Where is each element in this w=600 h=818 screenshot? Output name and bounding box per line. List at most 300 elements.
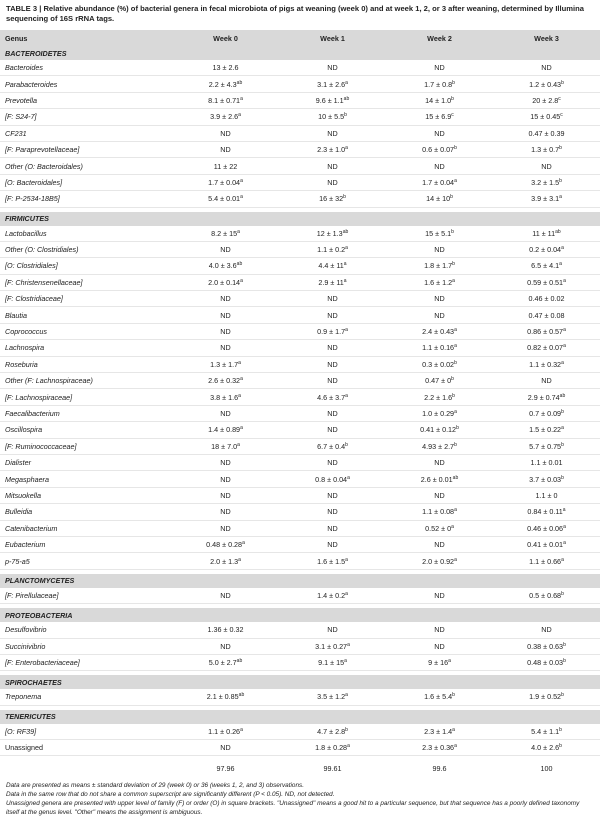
cell-value: 3.1 ± 0.27 — [315, 641, 348, 651]
cell-value: 2.0 ± 0.14 — [208, 277, 241, 287]
cell-value: 2.6 ± 0.32 — [208, 376, 241, 386]
section-heading: PROTEOBACTERIA — [0, 608, 600, 622]
value-cell — [172, 291, 279, 307]
significance-superscript: b — [561, 441, 564, 448]
value-cell — [279, 422, 386, 438]
cell-value: 4.0 ± 3.6 — [208, 261, 237, 271]
significance-superscript: a — [563, 540, 566, 547]
cell-value: 3.1 ± 2.6 — [317, 79, 346, 89]
value-cell — [279, 405, 386, 421]
genus-cell: Treponema — [0, 689, 172, 705]
table-row — [0, 174, 600, 190]
significance-superscript: b — [343, 194, 346, 201]
significance-superscript: a — [454, 556, 457, 563]
cell-value: 4.93 ± 2.7 — [422, 441, 455, 451]
significance-superscript: a — [347, 743, 350, 750]
cell-value: 15 ± 6.9 — [425, 112, 452, 122]
significance-superscript: a — [240, 277, 243, 284]
significance-superscript: b — [452, 392, 455, 399]
value-cell — [279, 689, 386, 705]
value-cell — [386, 76, 493, 92]
genus-cell: [O: Clostridiales] — [0, 258, 172, 274]
value-cell — [493, 323, 600, 339]
significance-superscript: ab — [236, 79, 243, 86]
value-cell — [493, 454, 600, 470]
genus-cell: [F: Christensenellaceae] — [0, 274, 172, 290]
section-row — [0, 608, 600, 622]
cell-value: 0.5 ± 0.68 — [529, 590, 562, 600]
value-cell — [493, 291, 600, 307]
cell-value: 12 ± 1.3 — [316, 228, 343, 238]
value-cell — [172, 422, 279, 438]
significance-superscript: a — [345, 245, 348, 252]
table-row — [0, 373, 600, 389]
table-row — [0, 454, 600, 470]
cell-value: ND — [220, 145, 231, 155]
value-cell — [172, 323, 279, 339]
significance-superscript: a — [240, 376, 243, 383]
totals-row — [0, 760, 600, 776]
value-cell — [172, 588, 279, 604]
cell-value: 1.1 ± 0.16 — [422, 343, 455, 353]
value-cell — [386, 520, 493, 536]
genus-cell: Faecalibacterium — [0, 405, 172, 421]
cell-value: 8.1 ± 0.71 — [208, 95, 241, 105]
value-cell — [386, 191, 493, 207]
value-cell — [279, 438, 386, 454]
genus-cell: CF231 — [0, 125, 172, 141]
cell-value: 2.4 ± 0.43 — [422, 327, 455, 337]
cell-value: ND — [220, 590, 231, 600]
significance-superscript: b — [561, 79, 564, 86]
table-row — [0, 307, 600, 323]
value-cell — [172, 158, 279, 174]
cell-value: 0.6 ± 0.07 — [422, 145, 455, 155]
value-cell — [279, 588, 386, 604]
value-cell — [172, 373, 279, 389]
genus-cell: [F: S24-7] — [0, 109, 172, 125]
table-body — [0, 46, 600, 776]
value-cell — [493, 422, 600, 438]
value-cell — [386, 588, 493, 604]
cell-value: ND — [327, 507, 338, 517]
value-cell — [279, 92, 386, 108]
table-row — [0, 724, 600, 740]
significance-superscript: a — [345, 692, 348, 699]
cell-value: 1.3 ± 0.7 — [531, 145, 560, 155]
value-cell — [279, 60, 386, 76]
cell-value: ND — [541, 161, 552, 171]
value-cell — [172, 438, 279, 454]
value-cell — [386, 504, 493, 520]
significance-superscript: b — [561, 474, 564, 481]
cell-value: 0.41 ± 0.01 — [527, 540, 564, 550]
value-cell — [172, 740, 279, 756]
cell-value: ND — [327, 359, 338, 369]
cell-value: 15 ± 5.1 — [425, 228, 452, 238]
significance-superscript: a — [563, 523, 566, 530]
cell-value: 1.7 ± 0.04 — [208, 177, 241, 187]
significance-superscript: a — [345, 145, 348, 152]
value-cell — [172, 689, 279, 705]
cell-value: 2.0 ± 0.92 — [422, 556, 455, 566]
cell-value: 3.8 ± 1.6 — [210, 392, 239, 402]
cell-value: 1.36 ± 0.32 — [207, 625, 244, 635]
table-row — [0, 241, 600, 257]
cell-value: 1.6 ± 1.5 — [317, 556, 346, 566]
significance-superscript: ab — [236, 658, 243, 665]
cell-value: ND — [327, 310, 338, 320]
cell-value: 14 ± 1.0 — [425, 95, 452, 105]
cell-value: ND — [327, 490, 338, 500]
value-cell — [279, 274, 386, 290]
value-cell — [172, 307, 279, 323]
significance-superscript: b — [561, 590, 564, 597]
significance-superscript: a — [562, 507, 566, 514]
value-cell — [172, 174, 279, 190]
cell-value: ND — [541, 625, 552, 635]
value-cell — [279, 471, 386, 487]
table-row — [0, 191, 600, 207]
genus-cell: Coprococcus — [0, 323, 172, 339]
significance-superscript: a — [345, 392, 348, 399]
value-cell — [493, 471, 600, 487]
value-cell — [493, 356, 600, 372]
value-cell — [386, 389, 493, 405]
table-footnotes — [0, 776, 600, 817]
cell-value: 1.8 ± 0.28 — [315, 743, 348, 753]
significance-superscript: a — [345, 79, 348, 86]
cell-value: 14 ± 10 — [426, 194, 451, 204]
cell-value: 3.9 ± 2.6 — [210, 112, 239, 122]
significance-superscript: b — [345, 726, 348, 733]
cell-value: ND — [220, 743, 231, 753]
cell-value: 13 ± 2.6 — [212, 63, 239, 73]
cell-value: 0.47 ± 0.39 — [528, 128, 565, 138]
significance-superscript: b — [451, 95, 454, 102]
cell-value: ND — [220, 474, 231, 484]
cell-value: ND — [327, 523, 338, 533]
value-cell — [386, 438, 493, 454]
cell-value: 11 ± 11 — [532, 228, 556, 238]
value-cell — [493, 654, 600, 670]
value-cell — [493, 109, 600, 125]
cell-value: 1.1 ± 0.32 — [529, 359, 562, 369]
significance-superscript: a — [454, 327, 457, 334]
value-cell — [279, 125, 386, 141]
footnote: Data are presented as means ± standard deviation of 29 (week 0) or 36 (weeks 1, 2, and 3) observations. — [6, 782, 304, 790]
table-row — [0, 740, 600, 756]
table-row — [0, 158, 600, 174]
table-row — [0, 638, 600, 654]
value-cell — [493, 638, 600, 654]
cell-value: 1.8 ± 1.7 — [424, 261, 453, 271]
value-cell — [279, 536, 386, 552]
value-cell — [279, 504, 386, 520]
genus-cell: Mitsuokella — [0, 487, 172, 503]
significance-superscript: b — [452, 692, 455, 699]
cell-value: 16 ± 32 — [319, 194, 344, 204]
cell-value: 0.48 ± 0.03 — [527, 658, 564, 668]
value-cell — [279, 174, 386, 190]
genus-cell: Desulfovibrio — [0, 622, 172, 638]
significance-superscript: a — [454, 743, 457, 750]
value-cell — [279, 258, 386, 274]
value-cell — [493, 307, 600, 323]
significance-superscript: ab — [342, 228, 349, 235]
genus-cell: [F: Enterobacteriaceae] — [0, 654, 172, 670]
value-cell — [172, 520, 279, 536]
cell-value: 2.9 ± 0.74 — [527, 392, 560, 402]
genus-cell: [F: P-2534-18B5] — [0, 191, 172, 207]
significance-superscript: a — [347, 641, 350, 648]
cell-value: 10 ± 5.5 — [318, 112, 345, 122]
significance-superscript: b — [561, 692, 564, 699]
value-cell — [279, 340, 386, 356]
cell-value: ND — [220, 490, 231, 500]
cell-value: ND — [434, 458, 445, 468]
value-cell — [279, 241, 386, 257]
cell-value: ND — [220, 327, 231, 337]
table-row — [0, 405, 600, 421]
value-cell — [172, 454, 279, 470]
cell-value: 0.47 ± 0.08 — [528, 310, 565, 320]
significance-superscript: a — [448, 658, 451, 665]
value-cell — [172, 141, 279, 157]
total-cell — [0, 760, 172, 776]
genus-cell: Catenibacterium — [0, 520, 172, 536]
significance-superscript: b — [563, 658, 566, 665]
value-cell — [493, 125, 600, 141]
cell-value: ND — [220, 128, 231, 138]
cell-value: 1.1 ± 0 — [535, 490, 558, 500]
value-cell — [493, 373, 600, 389]
table-row — [0, 340, 600, 356]
significance-superscript: a — [454, 507, 457, 514]
value-cell — [493, 405, 600, 421]
table-row — [0, 92, 600, 108]
cell-value: 9.6 ± 1.1 — [315, 95, 344, 105]
cell-value: ND — [434, 294, 445, 304]
cell-value: 2.2 ± 1.6 — [424, 392, 453, 402]
value-cell — [279, 389, 386, 405]
cell-value: 0.2 ± 0.04 — [529, 245, 562, 255]
value-cell — [386, 553, 493, 569]
table-row — [0, 553, 600, 569]
header-genus: Genus — [0, 30, 172, 46]
significance-superscript: a — [563, 327, 566, 334]
significance-superscript: a — [561, 245, 564, 252]
cell-value: ND — [327, 63, 338, 73]
significance-superscript: b — [344, 112, 347, 119]
cell-value: ND — [327, 376, 338, 386]
cell-value: 5.0 ± 2.7 — [208, 658, 237, 668]
cell-value: 5.4 ± 0.01 — [208, 194, 241, 204]
cell-value: 0.46 ± 0.06 — [527, 523, 564, 533]
significance-superscript: b — [451, 376, 454, 383]
cell-value: 1.4 ± 0.2 — [317, 590, 346, 600]
significance-superscript: b — [452, 261, 455, 268]
cell-value: ND — [434, 310, 445, 320]
cell-value: 0.82 ± 0.07 — [527, 343, 564, 353]
value-cell — [279, 638, 386, 654]
value-cell — [386, 373, 493, 389]
value-cell — [493, 724, 600, 740]
value-cell — [493, 536, 600, 552]
table-row — [0, 654, 600, 670]
table-row — [0, 504, 600, 520]
value-cell — [386, 622, 493, 638]
footnote: Data in the same row that do not share a common superscript are significantly different (P < 0.05). ND, not detected. — [6, 791, 335, 799]
table-row — [0, 258, 600, 274]
section-row — [0, 675, 600, 689]
value-cell — [493, 438, 600, 454]
section-row — [0, 574, 600, 588]
cell-value: ND — [327, 177, 338, 187]
value-cell — [172, 356, 279, 372]
table-row — [0, 109, 600, 125]
significance-superscript: a — [343, 261, 347, 268]
cell-value: 0.8 ± 0.04 — [315, 474, 348, 484]
table-row — [0, 356, 600, 372]
cell-value: 2.0 ± 1.3 — [210, 556, 239, 566]
table-row — [0, 622, 600, 638]
header-week-3: Week 3 — [493, 30, 600, 46]
value-cell — [172, 487, 279, 503]
value-cell — [279, 356, 386, 372]
significance-superscript: a — [240, 95, 243, 102]
cell-value: ND — [327, 625, 338, 635]
table-row — [0, 422, 600, 438]
genus-cell: [F: Ruminococcaceae] — [0, 438, 172, 454]
cell-value: 15 ± 0.45 — [530, 112, 561, 122]
value-cell — [279, 307, 386, 323]
cell-value: ND — [327, 161, 338, 171]
value-cell — [279, 740, 386, 756]
cell-value: 0.46 ± 0.02 — [528, 294, 565, 304]
table-caption — [0, 0, 600, 30]
significance-superscript: a — [240, 425, 243, 432]
value-cell — [493, 553, 600, 569]
value-cell — [172, 60, 279, 76]
cell-value: 1.1 ± 0.66 — [529, 556, 562, 566]
cell-value: 11 ± 22 — [213, 161, 238, 171]
significance-superscript: a — [240, 726, 243, 733]
cell-value: 1.6 ± 5.4 — [424, 692, 453, 702]
section-heading: FIRMICUTES — [0, 212, 600, 226]
cell-value: 8.2 ± 15 — [211, 228, 238, 238]
cell-value: ND — [434, 590, 445, 600]
value-cell — [386, 174, 493, 190]
significance-superscript: c — [558, 95, 561, 102]
value-cell — [493, 504, 600, 520]
value-cell — [493, 226, 600, 242]
cell-value: ND — [327, 425, 338, 435]
cell-value: ND — [327, 540, 338, 550]
significance-superscript: b — [559, 743, 562, 750]
section-heading: PLANCTOMYCETES — [0, 574, 600, 588]
table-row — [0, 125, 600, 141]
section-heading: SPIROCHAETES — [0, 675, 600, 689]
cell-value: 0.48 ± 0.28 — [206, 540, 243, 550]
value-cell — [386, 291, 493, 307]
genus-cell: [O: RF39] — [0, 724, 172, 740]
value-cell — [279, 226, 386, 242]
value-cell — [279, 520, 386, 536]
value-cell — [279, 654, 386, 670]
cell-value: ND — [541, 63, 552, 73]
value-cell — [493, 158, 600, 174]
table-row — [0, 689, 600, 705]
significance-superscript: a — [454, 343, 457, 350]
value-cell — [386, 92, 493, 108]
cell-value: ND — [220, 409, 231, 418]
value-cell — [493, 520, 600, 536]
genus-cell: Megasphaera — [0, 471, 172, 487]
value-cell — [493, 622, 600, 638]
cell-value: ND — [327, 343, 338, 353]
value-cell — [386, 241, 493, 257]
genus-cell: [F: Paraprevotellaceae] — [0, 141, 172, 157]
significance-superscript: a — [238, 556, 241, 563]
table-row — [0, 291, 600, 307]
value-cell — [386, 654, 493, 670]
significance-superscript: c — [451, 112, 454, 119]
value-cell — [386, 689, 493, 705]
significance-superscript: b — [451, 228, 454, 235]
value-cell — [172, 191, 279, 207]
genus-cell: [F: Clostridiaceae] — [0, 291, 172, 307]
value-cell — [386, 487, 493, 503]
value-cell — [172, 76, 279, 92]
cell-value: ND — [541, 376, 552, 386]
significance-superscript: a — [343, 277, 347, 284]
value-cell — [279, 323, 386, 339]
significance-superscript: ab — [343, 95, 350, 102]
value-cell — [493, 389, 600, 405]
value-cell — [386, 274, 493, 290]
cell-value: 4.7 ± 2.8 — [317, 726, 346, 736]
cell-value: 4.6 ± 3.7 — [317, 392, 346, 402]
cell-value: 0.38 ± 0.63 — [527, 641, 564, 651]
value-cell — [493, 740, 600, 756]
value-cell — [493, 241, 600, 257]
value-cell — [386, 405, 493, 421]
genus-cell: Lactobacillus — [0, 226, 172, 242]
cell-value: 9.1 ± 15 — [318, 658, 345, 668]
cell-value: ND — [220, 343, 231, 353]
cell-value: 0.3 ± 0.02 — [422, 359, 455, 369]
cell-value: 4.0 ± 2.6 — [531, 743, 560, 753]
value-cell — [172, 622, 279, 638]
genus-cell: Other (O: Clostridiales) — [0, 241, 172, 257]
value-cell — [172, 504, 279, 520]
significance-superscript: a — [561, 359, 564, 366]
value-cell — [279, 454, 386, 470]
significance-superscript: a — [238, 392, 241, 399]
section-row — [0, 46, 600, 60]
value-cell — [386, 307, 493, 323]
value-cell — [493, 487, 600, 503]
value-cell — [172, 125, 279, 141]
cell-value: ND — [327, 458, 338, 468]
genus-cell: Dialister — [0, 454, 172, 470]
cell-value: ND — [220, 641, 231, 651]
value-cell — [493, 76, 600, 92]
table-row — [0, 536, 600, 552]
genus-cell: Prevotella — [0, 92, 172, 108]
table-row — [0, 274, 600, 290]
